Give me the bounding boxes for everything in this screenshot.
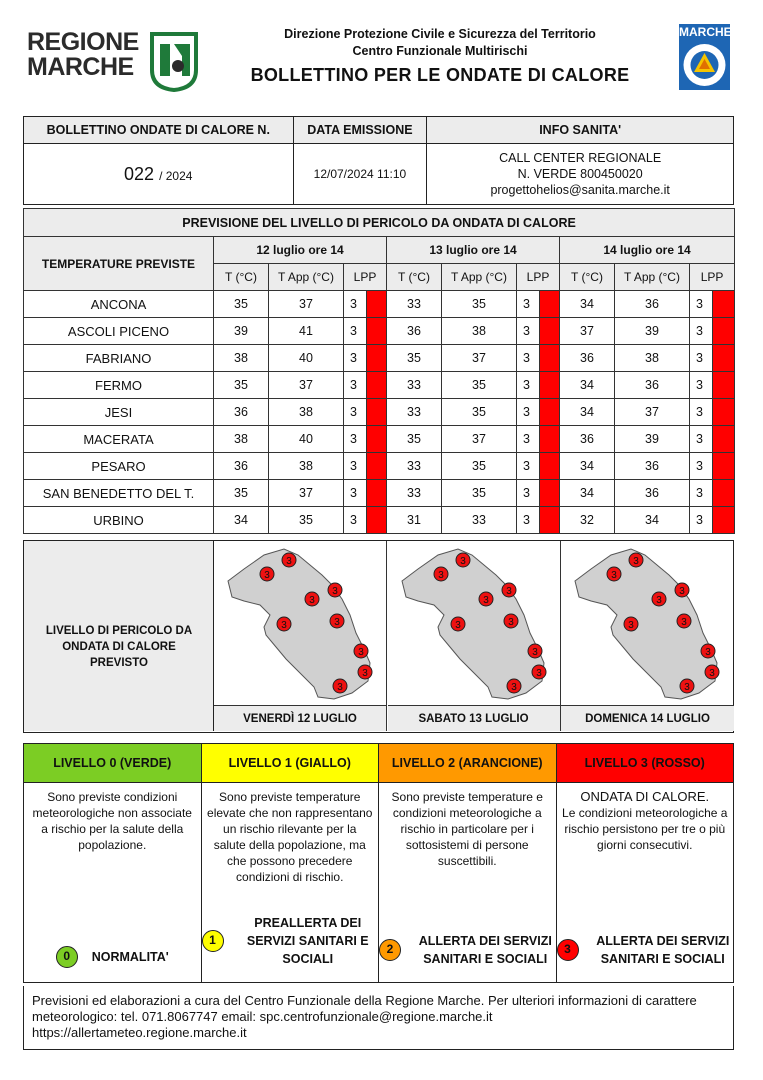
map-marker-value: 3 [505,586,512,597]
call-center-label: CALL CENTER REGIONALE [499,151,662,165]
city-name: FABRIANO [24,345,214,372]
app-temp-value: 37 [269,480,344,507]
lpp-value: 3 [517,453,540,480]
protezione-civile-emblem-icon [679,40,730,90]
city-name: PESARO [24,453,214,480]
map-marker-value: 3 [264,570,270,581]
app-temp-value: 37 [615,399,690,426]
lpp-value: 3 [344,507,367,534]
legend-level-header: LIVELLO 2 (ARANCIONE) [379,744,557,783]
lpp-value: 3 [690,507,713,534]
map-marker-value: 3 [358,647,364,658]
legend-level-header: LIVELLO 0 (VERDE) [24,744,202,783]
app-temp-value: 39 [615,318,690,345]
lpp-color-cell [540,426,560,453]
map-marker-value: 3 [656,595,662,606]
footer-url[interactable]: https://allertameteo.regione.marche.it [32,1025,247,1040]
bulletin-info-table [23,116,734,205]
app-temp-value: 40 [269,345,344,372]
lpp-value: 3 [690,480,713,507]
map-marker-value: 3 [281,620,287,631]
maps-label: LIVELLO DI PERICOLO DA ONDATA DI CALORE PREVISTO [45,625,193,669]
temp-value: 34 [560,480,615,507]
app-temp-value: 36 [615,291,690,318]
map-marker-value: 3 [679,586,685,597]
map-marker-value: 3 [705,647,711,658]
app-temp-value: 41 [269,318,344,345]
temp-value: 35 [214,480,269,507]
lpp-color-cell [367,507,387,534]
lpp-value: 3 [517,507,540,534]
legend-action-label: PREALLERTA DEI SERVIZI SANITARI E SOCIALI [246,916,369,966]
map-marker-value: 3 [684,682,690,693]
lpp-value: 3 [517,345,540,372]
col-lpp: LPP [690,264,735,291]
app-temp-value: 37 [269,372,344,399]
map-caption: VENERDÌ 12 LUGLIO [214,705,386,731]
city-name: JESI [24,399,214,426]
map-caption: SABATO 13 LUGLIO [388,705,560,731]
map-marker-value: 3 [628,620,634,631]
map-marker-value: 3 [337,682,343,693]
map-marker-value: 3 [535,668,542,679]
bulletin-number [24,144,294,205]
map-marker-value: 3 [681,617,687,628]
legend-action-label: ALLERTA DEI SERVIZI SANITARI E SOCIALI [596,934,730,966]
lpp-color-cell [367,453,387,480]
table-row [24,480,735,507]
legend-desc-text: Le condizioni meteorologiche a rischio persistono per tre o più giorni consecutivi. [562,806,728,852]
day-header-3: 14 luglio ore 14 [560,237,735,264]
legend-level-description [556,783,734,983]
lpp-color-cell [713,507,735,534]
table-row [24,345,735,372]
lpp-color-cell [367,372,387,399]
lpp-value: 3 [517,372,540,399]
app-temp-value: 36 [615,372,690,399]
map-marker-value: 3 [709,668,715,679]
col-app-temp: T App (°C) [269,264,344,291]
temp-value: 32 [560,507,615,534]
temp-value: 39 [214,318,269,345]
temp-value: 34 [560,291,615,318]
logo-wordmark [27,30,139,80]
lpp-value: 3 [517,399,540,426]
temp-value: 34 [560,372,615,399]
lpp-value: 3 [344,480,367,507]
lpp-color-cell [540,399,560,426]
map-marker-value: 3 [334,617,340,628]
lpp-color-cell [713,480,735,507]
map-marker-value: 3 [482,595,489,606]
table-row [24,453,735,480]
lpp-value: 3 [690,291,713,318]
lpp-value: 3 [690,372,713,399]
level-0-circle-icon: 0 [56,946,78,968]
forecast-table [23,208,735,534]
page-title: BOLLETTINO PER LE ONDATE DI CALORE [250,65,630,85]
lpp-color-cell [540,345,560,372]
lpp-color-cell [540,480,560,507]
bulletin-number-header: BOLLETTINO ONDATE DI CALORE N. [24,117,294,144]
legend-level-description [201,783,379,983]
lpp-color-cell [713,318,735,345]
protezione-civile-logo-text: MARCHE [679,25,732,39]
col-temp: T (°C) [560,264,615,291]
col-lpp: LPP [517,264,560,291]
lpp-color-cell [713,372,735,399]
lpp-value: 3 [690,345,713,372]
lpp-color-cell [367,480,387,507]
temp-value: 38 [214,426,269,453]
issue-date-header: DATA EMISSIONE [293,117,427,144]
lpp-value: 3 [690,399,713,426]
legend-level-header: LIVELLO 1 (GIALLO) [201,744,379,783]
map-marker-value: 3 [437,570,444,581]
regione-marche-logo [27,28,207,94]
app-temp-value: 38 [442,318,517,345]
temp-value: 33 [387,399,442,426]
app-temp-value: 39 [615,426,690,453]
app-temp-value: 37 [269,291,344,318]
city-name: ANCONA [24,291,214,318]
temp-value: 37 [560,318,615,345]
temp-value: 36 [214,399,269,426]
app-temp-value: 35 [269,507,344,534]
col-app-temp: T App (°C) [615,264,690,291]
regione-emblem-icon [148,30,200,92]
map-panel [214,541,387,731]
lpp-value: 3 [517,426,540,453]
app-temp-value: 35 [442,399,517,426]
map-marker-value: 3 [286,556,292,567]
map-marker-value: 3 [309,595,315,606]
toll-free-number: N. VERDE 800450020 [517,167,643,181]
lpp-color-cell [367,345,387,372]
legend-desc-title: ONDATA DI CALORE. [580,789,710,804]
temp-value: 35 [387,345,442,372]
day-header-1: 12 luglio ore 14 [214,237,387,264]
legend-action [24,946,201,968]
app-temp-value: 37 [442,345,517,372]
lpp-value: 3 [690,453,713,480]
lpp-value: 3 [517,480,540,507]
col-temp: T (°C) [387,264,442,291]
temp-value: 35 [214,291,269,318]
temp-value: 36 [560,426,615,453]
city-name: URBINO [24,507,214,534]
app-temp-value: 35 [442,372,517,399]
temp-value: 31 [387,507,442,534]
table-row [24,507,735,534]
temp-value: 36 [214,453,269,480]
legend-action [202,914,379,968]
legend-desc-text: Sono previste condizioni meteorologiche non associate a rischio per la salute della popolazione. [32,790,192,852]
lpp-value: 3 [517,291,540,318]
app-temp-value: 40 [269,426,344,453]
marche-map [388,541,561,705]
legend-level-description [24,783,202,983]
day-header-2: 13 luglio ore 14 [387,237,560,264]
map-caption: DOMENICA 14 LUGLIO [561,705,734,731]
col-lpp: LPP [344,264,387,291]
lpp-color-cell [540,318,560,345]
map-marker-value: 3 [611,570,617,581]
legend-action [379,932,556,968]
level-1-circle-icon: 1 [202,930,224,952]
maps-label-cell [24,541,214,731]
lpp-value: 3 [344,372,367,399]
health-info [427,144,734,205]
header-directorate: Direzione Protezione Civile e Sicurezza del Territorio [284,27,596,41]
temp-value: 35 [214,372,269,399]
app-temp-value: 36 [615,453,690,480]
app-temp-value: 37 [442,426,517,453]
legend-action [557,932,734,968]
map-panel [561,541,734,731]
temp-value: 36 [387,318,442,345]
lpp-color-cell [367,399,387,426]
lpp-value: 3 [690,318,713,345]
temp-value: 33 [387,480,442,507]
app-temp-value: 35 [442,480,517,507]
map-marker-value: 3 [459,556,466,567]
protezione-civile-logo [679,24,730,90]
temp-value: 33 [387,291,442,318]
map-marker-value: 3 [633,556,639,567]
temp-value: 35 [387,426,442,453]
bulletin-number-value: 022 [124,163,155,184]
lpp-value: 3 [344,426,367,453]
lpp-color-cell [540,453,560,480]
city-name: FERMO [24,372,214,399]
logo-text-marche: MARCHE [27,53,134,81]
map-marker-value: 3 [531,647,538,658]
table-row [24,399,735,426]
map-marker-value: 3 [510,682,517,693]
map-marker-value: 3 [507,617,514,628]
legend-level-header: LIVELLO 3 (ROSSO) [556,744,734,783]
lpp-color-cell [713,291,735,318]
lpp-color-cell [367,318,387,345]
lpp-value: 3 [344,453,367,480]
health-info-header: INFO SANITA' [427,117,734,144]
app-temp-value: 38 [269,399,344,426]
table-row [24,318,735,345]
map-panel [388,541,561,731]
table-row [24,426,735,453]
lpp-value: 3 [344,399,367,426]
marche-map [214,541,387,705]
legend-level-description [379,783,557,983]
city-name: SAN BENEDETTO DEL T. [24,480,214,507]
lpp-color-cell [713,399,735,426]
lpp-color-cell [713,345,735,372]
issue-date: 12/07/2024 11:10 [293,144,427,205]
col-app-temp: T App (°C) [442,264,517,291]
app-temp-value: 35 [442,291,517,318]
lpp-value: 3 [690,426,713,453]
temp-value: 34 [560,399,615,426]
lpp-color-cell [367,426,387,453]
table-row [24,291,735,318]
level-3-circle-icon: 3 [557,939,579,961]
temp-value: 34 [214,507,269,534]
lpp-color-cell [713,453,735,480]
footer [23,986,734,1050]
app-temp-value: 34 [615,507,690,534]
map-marker-value: 3 [332,586,338,597]
col-temp: T (°C) [214,264,269,291]
lpp-value: 3 [517,318,540,345]
city-name: ASCOLI PICENO [24,318,214,345]
app-temp-value: 36 [615,480,690,507]
level-2-circle-icon: 2 [379,939,401,961]
logo-text-regione: REGIONE [27,28,139,56]
footer-text: Previsioni ed elaborazioni a cura del Centro Funzionale della Regione Marche. Per ulteriori informazioni di carattere meteorologico: tel. 071.8067747 email: spc.centrofunzionale@regione.marche.it [32,993,697,1024]
legend-desc-text: Sono previste temperature e condizioni meteorologiche a rischio in particolare per i sottosistemi di persone suscettibili. [391,790,543,868]
temp-value: 34 [560,453,615,480]
lpp-color-cell [367,291,387,318]
forecast-title: PREVISIONE DEL LIVELLO DI PERICOLO DA ONDATA DI CALORE [24,209,735,237]
bulletin-year: / 2024 [159,168,193,183]
temp-value: 33 [387,372,442,399]
app-temp-value: 38 [269,453,344,480]
lpp-color-cell [540,372,560,399]
temperature-label: TEMPERATURE PREVISTE [24,237,214,291]
table-row [24,372,735,399]
health-email: progettohelios@sanita.marche.it [490,183,670,197]
app-temp-value: 33 [442,507,517,534]
map-marker-value: 3 [362,668,368,679]
temp-value: 33 [387,453,442,480]
lpp-value: 3 [344,345,367,372]
lpp-color-cell [540,507,560,534]
legend-action-label: ALLERTA DEI SERVIZI SANITARI E SOCIALI [418,934,552,966]
lpp-value: 3 [344,318,367,345]
lpp-color-cell [540,291,560,318]
header-center [230,26,650,88]
temp-value: 36 [560,345,615,372]
lpp-value: 3 [344,291,367,318]
city-name: MACERATA [24,426,214,453]
lpp-color-cell [713,426,735,453]
temp-value: 38 [214,345,269,372]
legend-action-label: NORMALITA' [91,950,169,964]
app-temp-value: 38 [615,345,690,372]
map-marker-value: 3 [454,620,461,631]
app-temp-value: 35 [442,453,517,480]
legend-table [23,743,734,983]
legend-desc-text: Sono previste temperature elevate che non rappresentano un rischio rilevante per la salute della popolazione, ma che possono precedere condizioni di rischio. [207,790,373,884]
maps-section [23,540,734,733]
header-centre: Centro Funzionale Multirischi [352,44,528,58]
marche-map [561,541,734,705]
